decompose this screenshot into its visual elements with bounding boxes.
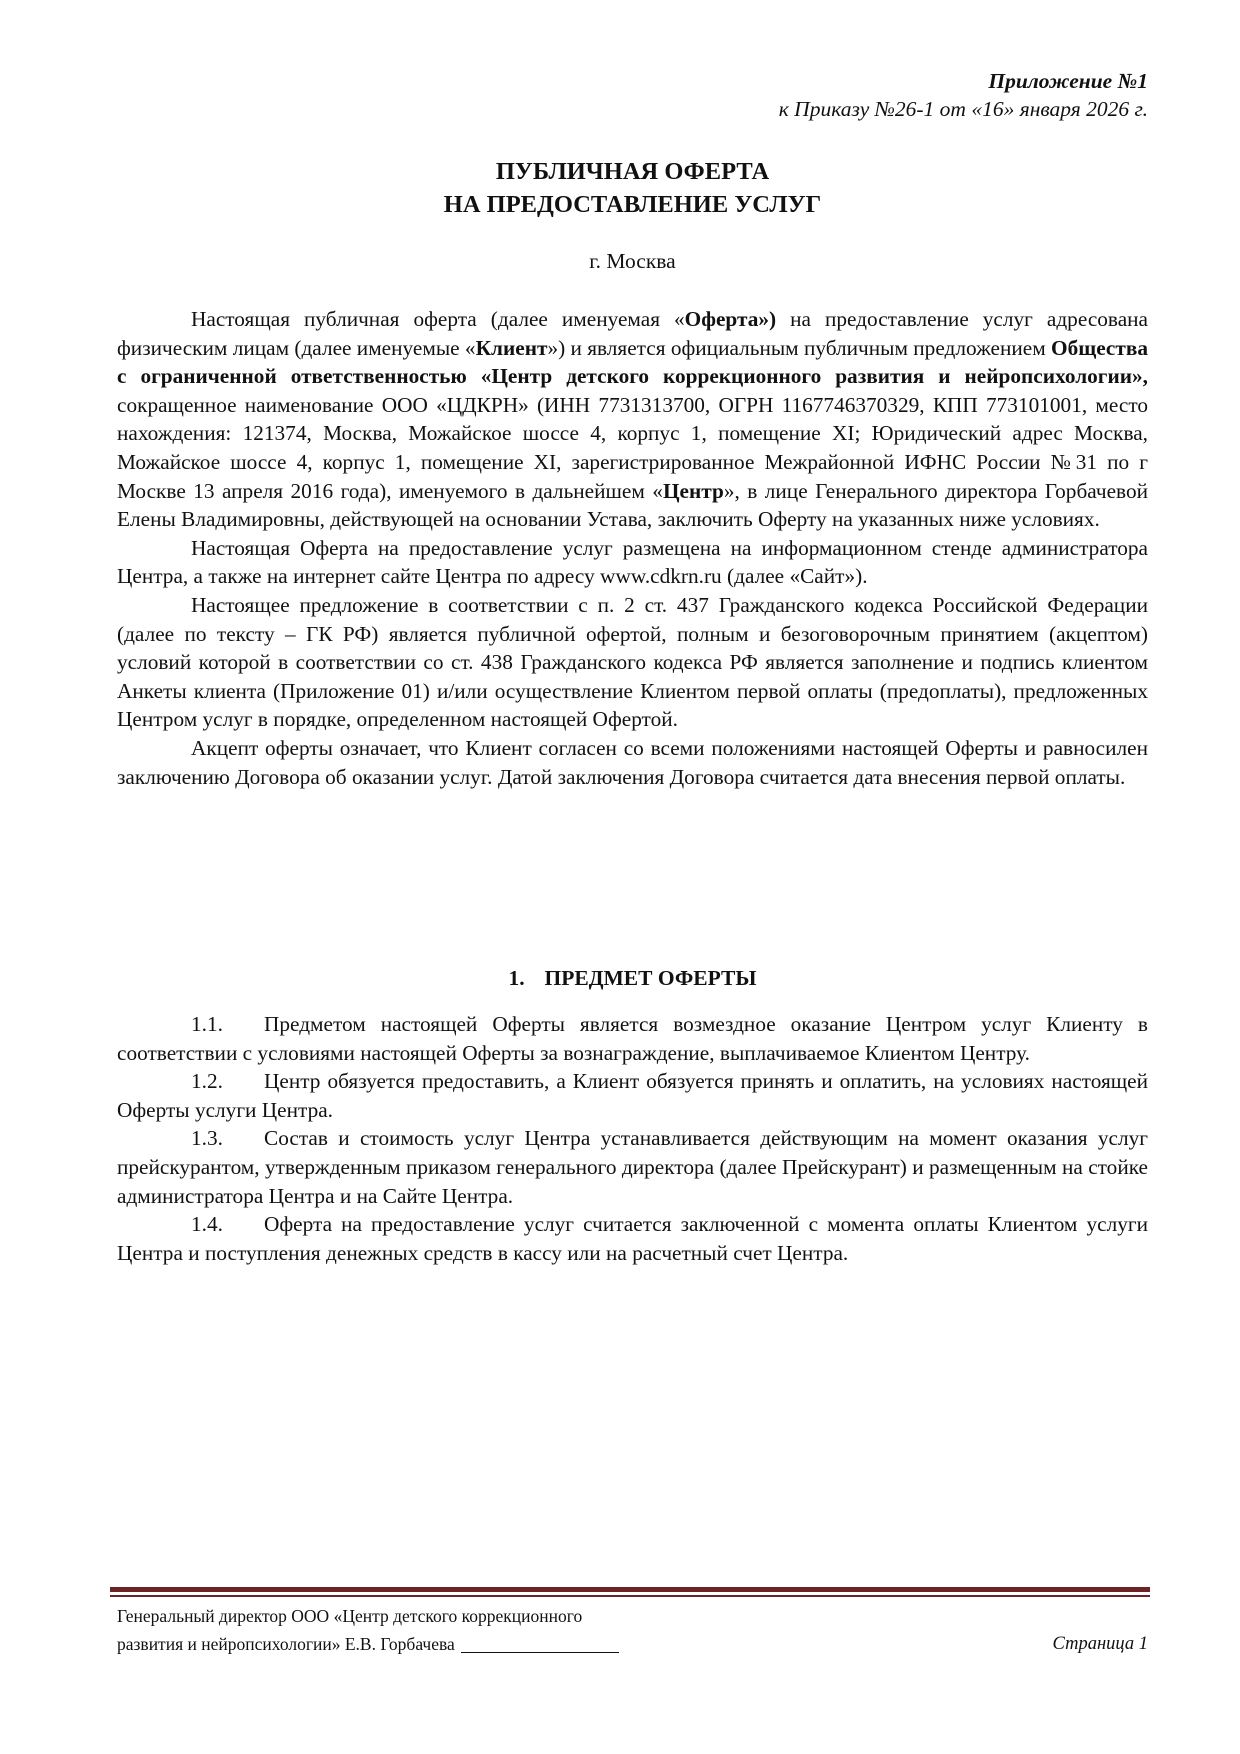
clause-text: Состав и стоимость услуг Центра устанавливается действующим на момент оказания услуг прейскурантом, утвержденным приказом генерального директора (далее Прейскурант) и размещенным на стойке администратора Центра и на Сайте Центра. bbox=[117, 1126, 1148, 1208]
term-center: Центр bbox=[662, 478, 724, 503]
clause-number: 1.1. bbox=[191, 1012, 223, 1036]
clause-text: Оферта на предоставление услуг считается заключенной с момента оплаты Клиентом услуги Центра и поступления денежных средств в кассу или на расчетный счет Центра. bbox=[117, 1212, 1148, 1265]
term-client: Клиент bbox=[475, 335, 548, 360]
clause-number: 1.2. bbox=[191, 1069, 223, 1094]
page-number: Страница 1 bbox=[1052, 1634, 1148, 1654]
text-run: ») и является официальным публичным предложением bbox=[547, 335, 1052, 360]
clause-item bbox=[117, 1210, 1148, 1267]
clause-item bbox=[117, 1124, 1148, 1210]
clause-text: Центр обязуется предоставить, а Клиент обязуется принять и оплатить, на условиях настоящей Оферты услуги Центра. bbox=[117, 1069, 1148, 1122]
section-heading bbox=[117, 964, 1148, 992]
intro-paragraph-4: Акцепт оферты означает, что Клиент согласен со всеми положениями настоящей Оферты и равносилен заключению Договора об оказании услуг. Датой заключения Договора считается дата внесения первой оплаты. bbox=[117, 735, 1148, 789]
footer-signature-block bbox=[117, 1602, 619, 1658]
intro-paragraph-1 bbox=[117, 305, 1148, 534]
text-run: Настоящая публичная оферта (далее именуемая « bbox=[191, 307, 685, 331]
clause-number: 1.3. bbox=[191, 1126, 223, 1151]
text-run: на предоставление услуг адресована физическим лицам (далее именуемые « bbox=[117, 307, 1148, 360]
footer-rule-thin bbox=[110, 1595, 1150, 1597]
footer-signatory: развития и нейропсихологии» Е.В. Горбачева bbox=[117, 1634, 455, 1654]
intro-section bbox=[117, 305, 1148, 791]
city-label: г. Москва bbox=[589, 249, 676, 273]
text-run: сокращенное наименование ООО «ЦДКРН» (ИНН 7731313700, ОГРН 1167746370329, КПП 773101001, место нахождения: 121374, Москва, Можайское шоссе 4, корпус 1, помещение XI; Юридический адрес Москва, Можайское шоссе 4, корпус 1, помещение XI, зарегистрированное Межрайонной ИФНС России №31 по г Москве 13 апреля 2016 года), именуемого в дальнейшем « bbox=[117, 392, 1148, 503]
footer-rule-thick bbox=[110, 1587, 1150, 1592]
clause-item bbox=[117, 1067, 1148, 1124]
section-items bbox=[117, 1010, 1148, 1267]
document-title-line-1: ПУБЛИЧНАЯ ОФЕРТА bbox=[495, 158, 770, 185]
section-number: 1. bbox=[508, 966, 525, 990]
signature-line bbox=[461, 1634, 619, 1653]
appendix-label: Приложение №1 bbox=[988, 69, 1148, 93]
clause-number: 1.4. bbox=[191, 1212, 223, 1237]
clause-item bbox=[117, 1010, 1148, 1067]
term-offer: Оферта») bbox=[684, 307, 777, 331]
section-title: ПРЕДМЕТ ОФЕРТЫ bbox=[544, 966, 757, 990]
company-name: Общества с ограниченной ответственностью «Центр детского коррекционного развития и нейропсихологии», bbox=[117, 335, 1148, 389]
document-title-line-2: НА ПРЕДОСТАВЛЕНИЕ УСЛУГ bbox=[443, 191, 822, 218]
clause-text: Предметом настоящей Оферты является возмездное оказание Центром услуг Клиенту в соответствии с условиями настоящей Оферты за вознаграждение, выплачиваемое Клиентом Центру. bbox=[117, 1012, 1148, 1065]
footer-line-1: Генеральный директор ООО «Центр детского коррекционного bbox=[117, 1606, 583, 1626]
footer-line-2 bbox=[117, 1630, 619, 1658]
intro-paragraph-2: Настоящая Оферта на предоставление услуг размещена на информационном стенде администратора Центра, а также на интернет сайте Центра по адресу www.cdkrn.ru (далее «Сайт»). bbox=[117, 535, 1148, 589]
order-reference: к Приказу №26-1 от «16» января 2026 г. bbox=[778, 97, 1148, 121]
text-run: », в лице Генерального директора Горбачевой Елены Владимировны, действующей на основании Устава, заключить Оферту на указанных ниже условиях. bbox=[117, 478, 1148, 532]
intro-paragraph-3: Настоящее предложение в соответствии с п. 2 ст. 437 Гражданского кодекса Российской Федерации (далее по тексту – ГК РФ) является публичной офертой, полным и безоговорочным принятием (акцептом) условий которой в соответствии со ст. 438 Гражданского кодекса РФ является заполнение и подпись клиентом Анкеты клиента (Приложение 01) и/или осуществление Клиентом первой оплаты (предоплаты), предложенных Центром услуг в порядке, определенном настоящей Офертой. bbox=[117, 592, 1148, 732]
